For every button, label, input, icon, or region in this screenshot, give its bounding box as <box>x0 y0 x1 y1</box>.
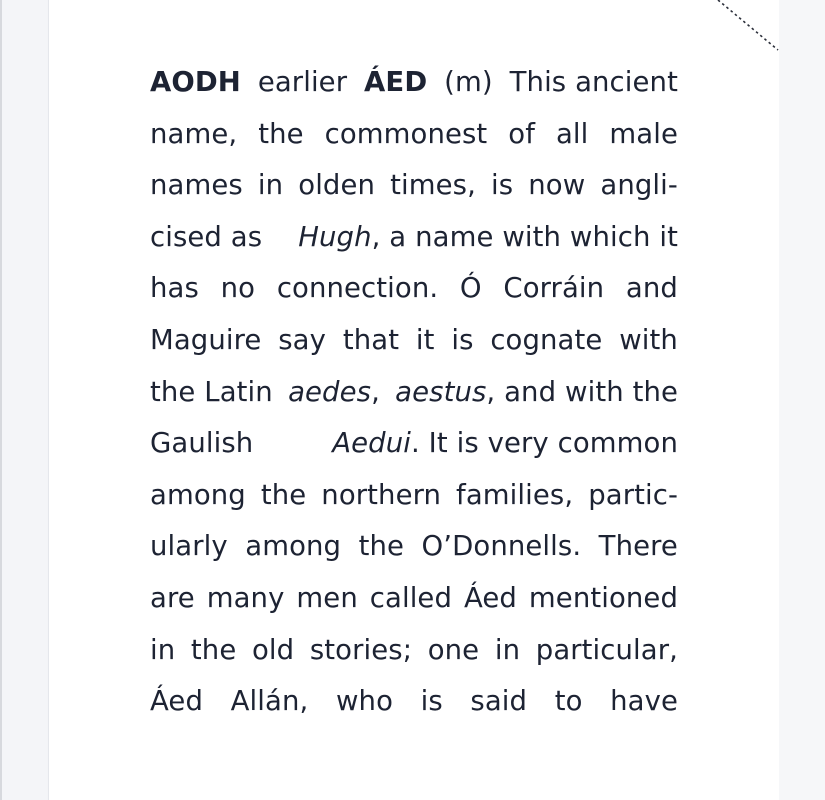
word: is <box>491 169 514 202</box>
word: families, <box>456 478 574 511</box>
word: Áed <box>463 581 517 614</box>
line-13 <box>150 676 678 728</box>
line-4 <box>150 212 678 264</box>
line-4-start: cised as <box>150 220 263 253</box>
word: to <box>554 685 583 718</box>
italic-aedes: aedes <box>288 375 372 408</box>
word: mentioned <box>528 581 678 614</box>
word: among <box>150 478 246 511</box>
word: partic- <box>588 478 678 511</box>
word: Allán, <box>230 685 309 718</box>
word: Ó <box>459 272 482 305</box>
word: said <box>470 685 528 718</box>
word: has <box>150 272 199 305</box>
word: in <box>257 169 284 202</box>
variant-headword: ÁED <box>364 66 428 98</box>
line-1-rest: This ancient <box>509 66 678 98</box>
word: and <box>625 272 678 305</box>
italic-aedui: Aedui <box>332 427 411 460</box>
italic-aestus: aestus <box>395 375 487 408</box>
line-1 <box>150 57 678 109</box>
comma: , <box>371 375 380 408</box>
line-8 <box>150 418 678 470</box>
gender-marker: (m) <box>444 66 493 98</box>
line-3 <box>150 160 678 212</box>
word: ularly <box>150 530 228 563</box>
line-7-end: , and with the <box>486 375 678 408</box>
word: of <box>508 117 536 150</box>
line-8-end: . It is very common <box>410 427 678 460</box>
line-11 <box>150 573 678 625</box>
word: is <box>451 323 474 356</box>
line-7-tail <box>395 367 678 419</box>
word: say <box>278 323 327 356</box>
word: Maguire <box>150 323 262 356</box>
word: Áed <box>150 685 204 718</box>
word: old <box>252 633 295 666</box>
line-12 <box>150 625 678 677</box>
line-8-start: Gaulish <box>150 427 254 460</box>
word: among <box>245 530 342 563</box>
word: name, <box>150 117 238 150</box>
word: it <box>415 323 435 356</box>
line-7 <box>150 367 678 419</box>
word: commonest <box>324 117 488 150</box>
word: now <box>528 169 586 202</box>
left-margin <box>0 0 47 800</box>
word: no <box>220 272 256 305</box>
line-10 <box>150 521 678 573</box>
line-4-tail <box>298 212 678 264</box>
word: the <box>358 530 405 563</box>
word: olden <box>298 169 376 202</box>
left-edge-line <box>0 0 2 800</box>
word: are <box>150 581 195 614</box>
word: stories; <box>309 633 413 666</box>
word: in <box>494 633 521 666</box>
word: O’Donnells. <box>421 530 582 563</box>
line-5 <box>150 263 678 315</box>
word: Corráin <box>503 272 605 305</box>
line-7-start: the Latin <box>150 375 273 408</box>
word: the <box>260 478 307 511</box>
italic-hugh: Hugh <box>298 220 372 253</box>
word: the <box>190 633 237 666</box>
word: have <box>610 685 678 718</box>
word: is <box>420 685 443 718</box>
word: northern <box>321 478 442 511</box>
earlier-word: earlier <box>257 66 348 98</box>
line-2 <box>150 109 678 161</box>
word: male <box>609 117 678 150</box>
page-corner-fold[interactable] <box>700 0 780 60</box>
word: all <box>555 117 589 150</box>
word: There <box>598 530 678 563</box>
line-6 <box>150 315 678 367</box>
word: many <box>206 581 285 614</box>
entry-text <box>150 57 678 728</box>
word: cognate <box>490 323 603 356</box>
word: that <box>342 323 400 356</box>
line-8-tail <box>332 418 678 470</box>
line-9 <box>150 470 678 522</box>
line-7-mid <box>288 367 380 419</box>
word: names <box>150 169 243 202</box>
word: connection. <box>276 272 439 305</box>
word: particular, <box>535 633 678 666</box>
word: one <box>427 633 480 666</box>
headword: AODH <box>150 66 241 98</box>
word: called <box>369 581 453 614</box>
right-margin <box>779 0 825 800</box>
word: with <box>619 323 678 356</box>
word: angli- <box>600 169 678 202</box>
word: in <box>150 633 176 666</box>
word: times, <box>390 169 476 202</box>
word: who <box>335 685 393 718</box>
line-4-end: , a name with which it <box>371 220 678 253</box>
word: men <box>296 581 358 614</box>
word: the <box>258 117 304 150</box>
